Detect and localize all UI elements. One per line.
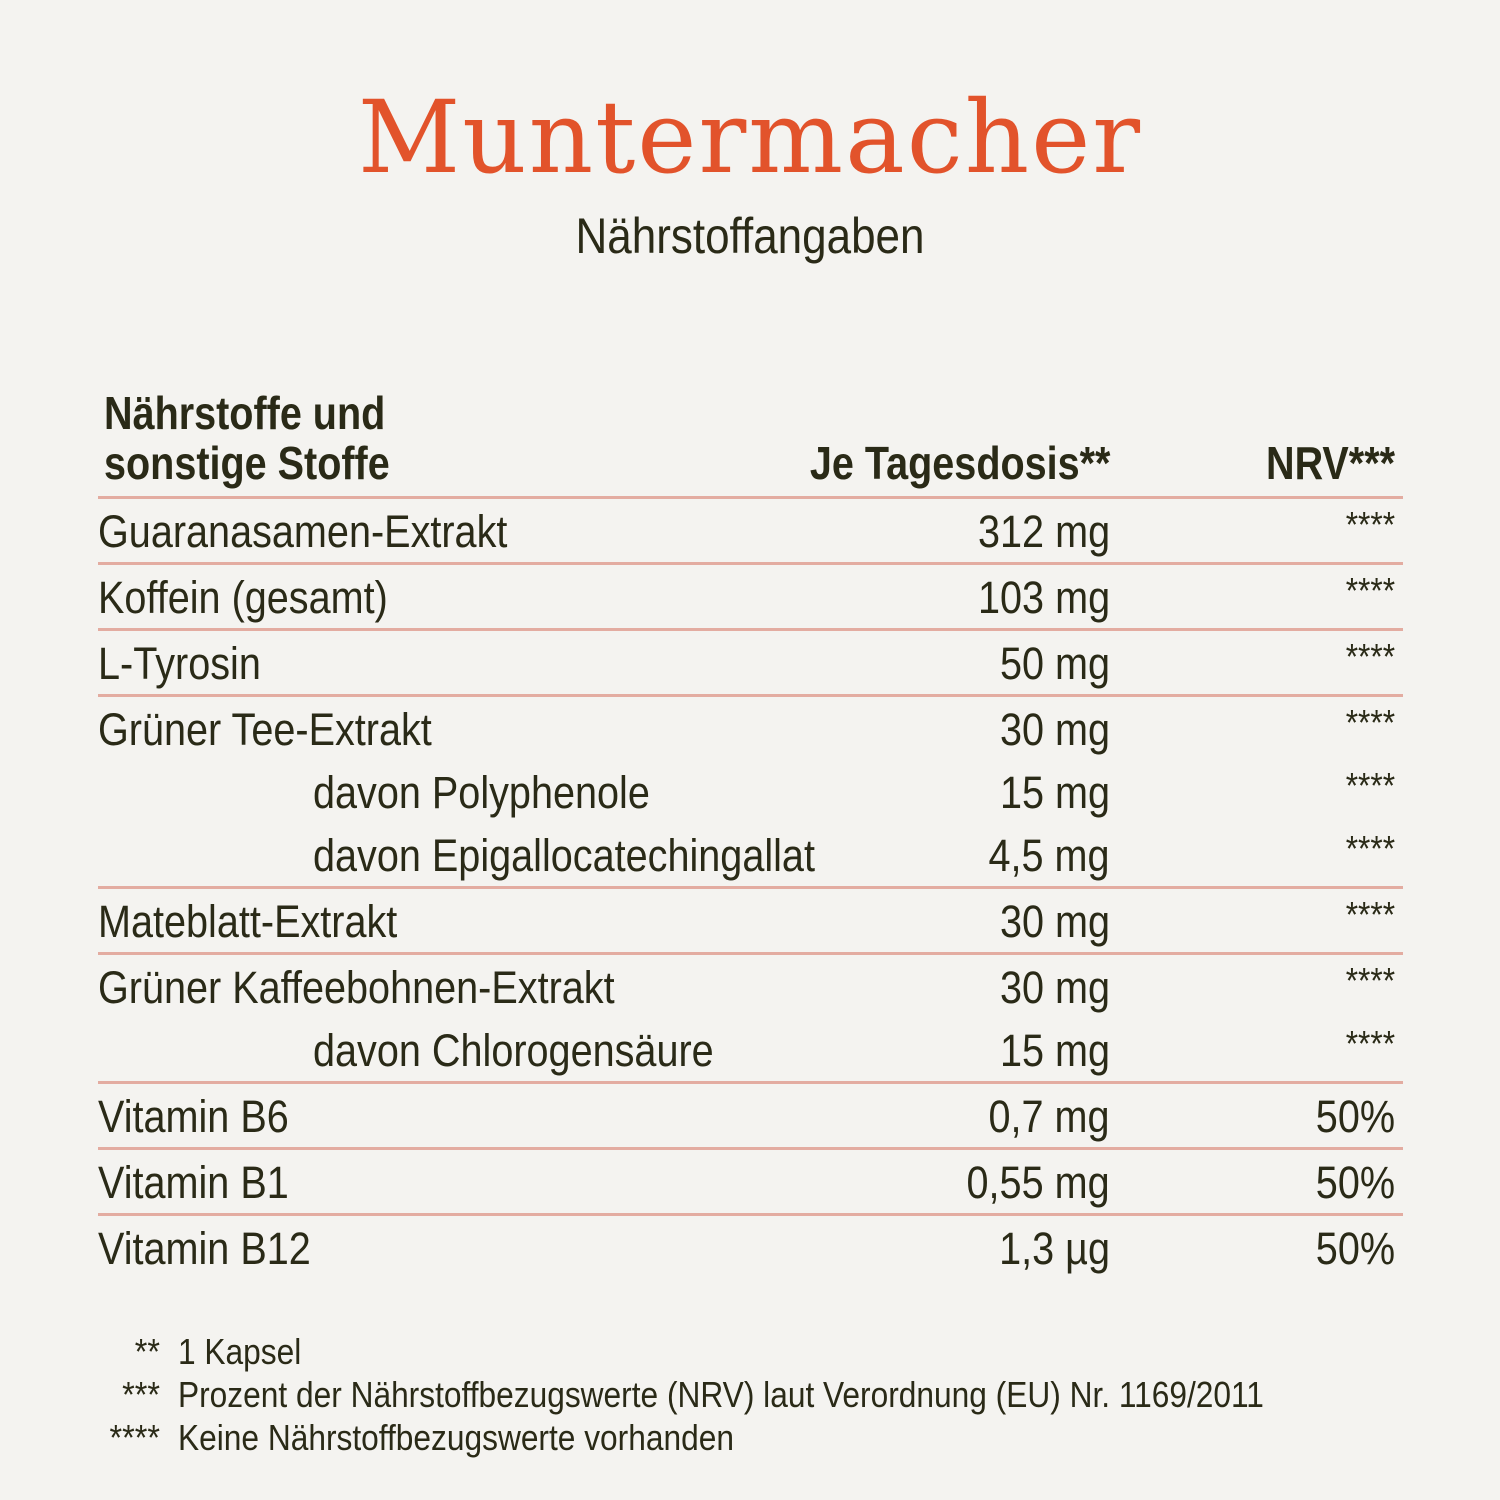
daily-dose-value: 30 mg	[999, 962, 1110, 1013]
nutrient-name: Vitamin B6	[98, 1091, 289, 1142]
nutrient-name: Vitamin B12	[98, 1223, 311, 1274]
table-row	[98, 889, 1403, 955]
nrv-value: 50%	[1315, 1223, 1395, 1274]
nrv-value: ****	[1345, 570, 1395, 611]
nutrition-table	[98, 385, 1403, 1279]
nutrient-name: Guaranasamen-Extrakt	[98, 506, 508, 557]
table-row	[98, 760, 1403, 823]
page-title: Muntermacher	[357, 79, 1143, 196]
nrv-value: 50%	[1315, 1091, 1395, 1142]
table-body	[98, 499, 1403, 1279]
nrv-value: ****	[1345, 894, 1395, 935]
footnote-text: 1 Kapsel	[178, 1331, 302, 1372]
footnote	[88, 1373, 1438, 1416]
table-row	[98, 565, 1403, 631]
footnote	[88, 1330, 1438, 1373]
table-header	[98, 385, 1403, 499]
daily-dose-value: 0,55 mg	[966, 1157, 1110, 1208]
table-row	[98, 1216, 1403, 1279]
header-nutrients	[104, 388, 390, 488]
footnote-mark: ****	[109, 1417, 160, 1458]
nrv-value: ****	[1345, 765, 1395, 806]
page-subtitle: Nährstoffangaben	[575, 208, 925, 264]
footnote-text: Prozent der Nährstoffbezugswerte (NRV) laut Verordnung (EU) Nr. 1169/2011	[178, 1374, 1264, 1415]
daily-dose-value: 50 mg	[999, 638, 1110, 689]
daily-dose-value: 0,7 mg	[988, 1091, 1110, 1142]
nrv-value: ****	[1345, 828, 1395, 869]
nrv-value: ****	[1345, 702, 1395, 743]
daily-dose-value: 30 mg	[999, 896, 1110, 947]
footnote-mark: ***	[122, 1374, 160, 1415]
footnote	[88, 1416, 1438, 1459]
footnote-mark: **	[134, 1331, 160, 1372]
table-row	[98, 823, 1403, 889]
daily-dose-value: 103 mg	[977, 572, 1110, 623]
table-row	[98, 1084, 1403, 1150]
table-row	[98, 499, 1403, 565]
nrv-value: ****	[1345, 960, 1395, 1001]
table-row	[98, 697, 1403, 760]
header-daily-dose: Je Tagesdosis**	[809, 437, 1110, 489]
footnote-text: Keine Nährstoffbezugswerte vorhanden	[178, 1417, 734, 1458]
footnotes	[88, 1330, 1438, 1459]
nrv-value: ****	[1345, 504, 1395, 545]
daily-dose-value: 312 mg	[977, 506, 1110, 557]
nutrient-name: Vitamin B1	[98, 1157, 289, 1208]
nutrient-name: Koffein (gesamt)	[98, 572, 388, 623]
daily-dose-value: 1,3 µg	[999, 1223, 1110, 1274]
nutrient-name: Grüner Tee-Extrakt	[98, 704, 432, 755]
table-row	[98, 1018, 1403, 1084]
table-row	[98, 1150, 1403, 1216]
daily-dose-value: 30 mg	[999, 704, 1110, 755]
nrv-value: ****	[1345, 1023, 1395, 1064]
nrv-value: ****	[1345, 636, 1395, 677]
daily-dose-value: 15 mg	[999, 767, 1110, 818]
nutrient-name: davon Polyphenole	[313, 767, 650, 818]
daily-dose-value: 15 mg	[999, 1025, 1110, 1076]
nutrient-name: davon Epigallocatechingallat	[313, 830, 815, 881]
header-nrv: NRV***	[1266, 437, 1395, 489]
header-nutrients-line1: Nährstoffe und	[104, 387, 386, 439]
nutrient-name: Mateblatt-Extrakt	[98, 896, 398, 947]
nutrient-name: Grüner Kaffeebohnen-Extrakt	[98, 962, 615, 1013]
table-row	[98, 631, 1403, 697]
nrv-value: 50%	[1315, 1157, 1395, 1208]
header-nutrients-line2: sonstige Stoffe	[104, 437, 390, 489]
daily-dose-value: 4,5 mg	[988, 830, 1110, 881]
nutrient-name: L-Tyrosin	[98, 638, 261, 689]
table-row	[98, 955, 1403, 1018]
nutrient-name: davon Chlorogensäure	[313, 1025, 714, 1076]
